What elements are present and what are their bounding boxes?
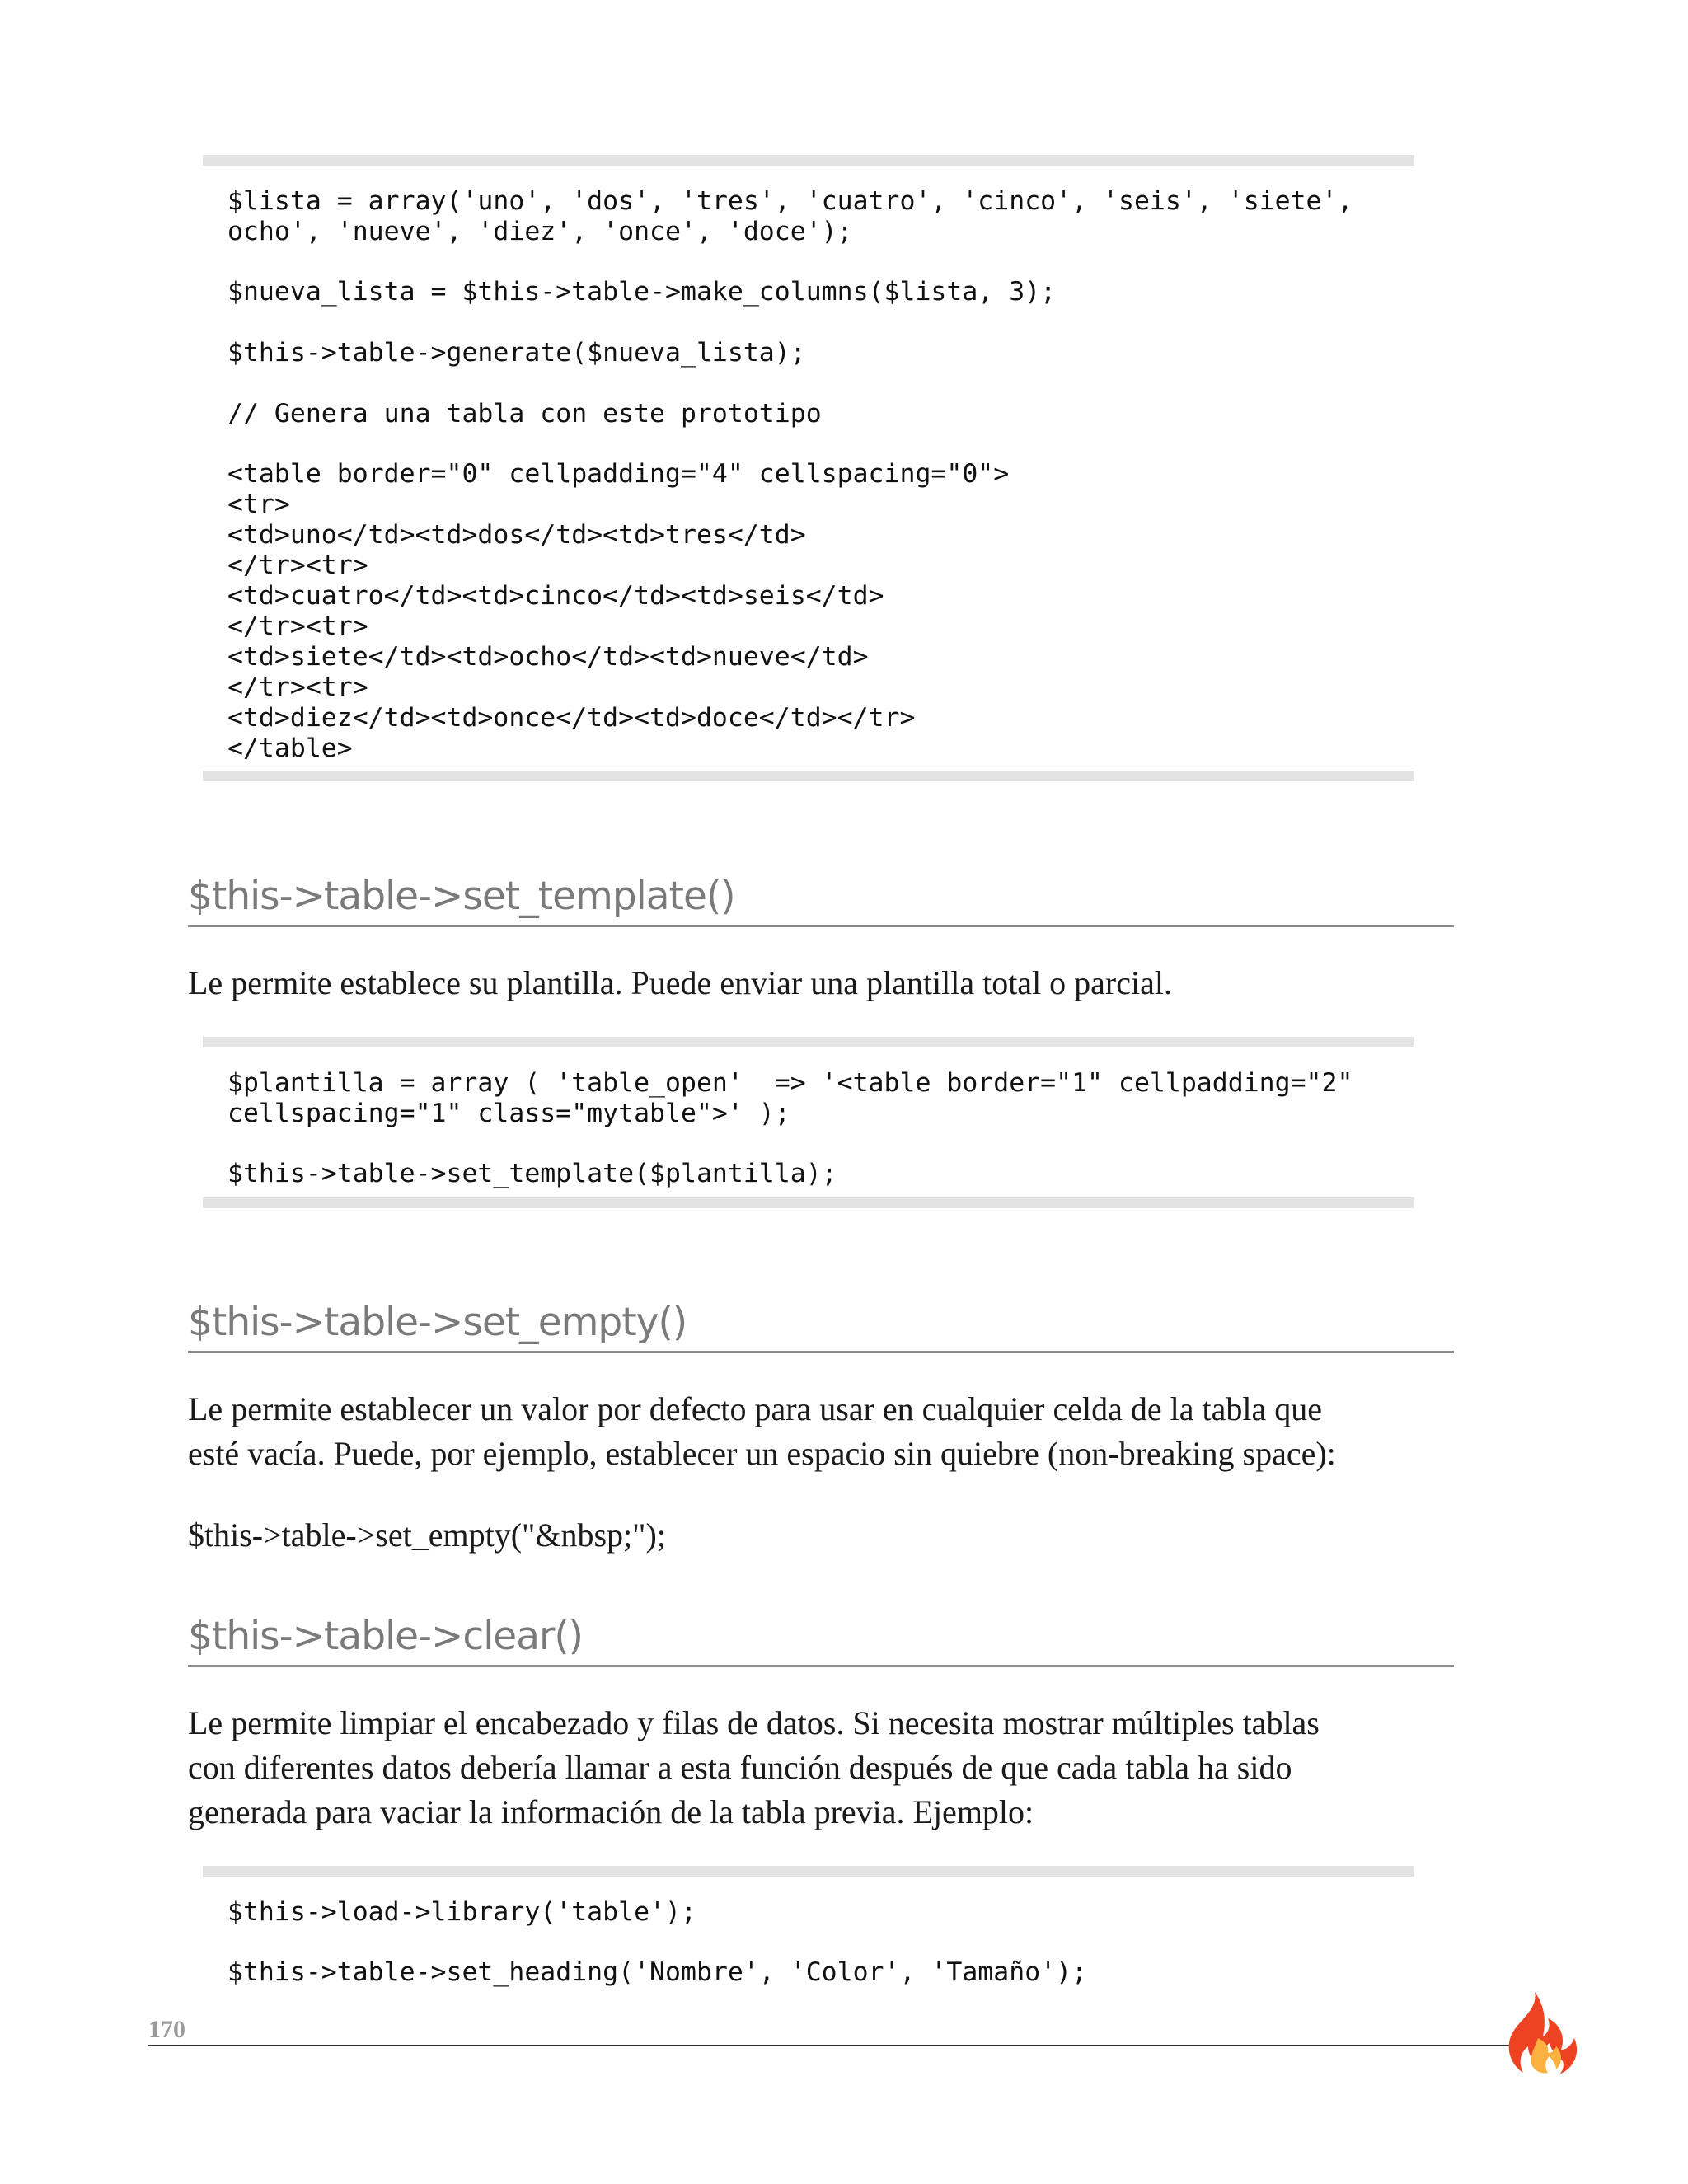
paragraph-line: Le permite establece su plantilla. Puede enviar una plantilla total o parcial. <box>188 964 1172 1001</box>
heading-text: $this->table->clear() <box>188 1614 583 1659</box>
code-line: <td>siete</td><td>ocho</td><td>nueve</td> <box>227 642 869 672</box>
inline-code-example: $this->table->set_empty("&nbsp;"); <box>188 1516 666 1554</box>
code-line: <tr> <box>227 490 290 519</box>
code-line: </tr><tr> <box>227 612 368 641</box>
code-line: <td>uno</td><td>dos</td><td>tres</td> <box>227 520 806 550</box>
heading-text: $this->table->set_template() <box>188 874 735 919</box>
paragraph-line: generada para vaciar la información de la tabla previa. Ejemplo: <box>188 1793 1034 1830</box>
footer-rule <box>148 2045 1517 2046</box>
code-line: <td>cuatro</td><td>cinco</td><td>seis</td> <box>227 581 884 611</box>
code-line: </table> <box>227 733 353 763</box>
paragraph-line: Le permite establecer un valor por defecto para usar en cualquier celda de la tabla que <box>188 1390 1322 1427</box>
code-line: $plantilla = array ( 'table_open' => '<table border="1" cellpadding="2" <box>227 1068 1353 1098</box>
code-block-clear <box>203 1866 1414 2031</box>
code-line: ocho', 'nueve', 'diez', 'once', 'doce'); <box>227 217 853 246</box>
code-line: $this->table->generate($nueva_lista); <box>227 338 806 368</box>
code-line: </tr><tr> <box>227 673 368 702</box>
section-heading-set-template <box>188 871 1454 927</box>
codeigniter-flame-icon <box>1502 1990 1579 2078</box>
paragraph-line: Le permite limpiar el encabezado y filas de datos. Si necesita mostrar múltiples tablas <box>188 1704 1320 1741</box>
section-heading-set-empty <box>188 1297 1454 1353</box>
section-heading-clear <box>188 1611 1454 1667</box>
code-line: $lista = array('uno', 'dos', 'tres', 'cuatro', 'cinco', 'seis', 'siete', <box>227 186 1353 216</box>
paragraph-line: esté vacía. Puede, por ejemplo, establecer un espacio sin quiebre (non-breaking space): <box>188 1435 1336 1472</box>
code-line: <table border="0" cellpadding="4" cellspacing="0"> <box>227 459 1010 489</box>
code-line: // Genera una tabla con este prototipo <box>227 399 822 429</box>
code-line: $this->load->library('table'); <box>227 1897 696 1927</box>
code-line: $this->table->set_template($plantilla); <box>227 1159 837 1188</box>
heading-text: $this->table->set_empty() <box>188 1300 687 1345</box>
code-line: $nueva_lista = $this->table->make_columns($lista, 3); <box>227 277 1057 307</box>
page-number: 170 <box>148 2016 185 2043</box>
code-line: $this->table->set_heading('Nombre', 'Color', 'Tamaño'); <box>227 1957 1088 1987</box>
code-line: cellspacing="1" class="mytable">' ); <box>227 1099 790 1128</box>
code-line: </tr><tr> <box>227 551 368 580</box>
code-block-set-template <box>203 1037 1414 1208</box>
code-block-make-columns <box>203 155 1414 781</box>
paragraph-line: con diferentes datos debería llamar a esta función después de que cada tabla ha sido <box>188 1749 1292 1786</box>
code-line: <td>diez</td><td>once</td><td>doce</td></tr> <box>227 703 916 733</box>
